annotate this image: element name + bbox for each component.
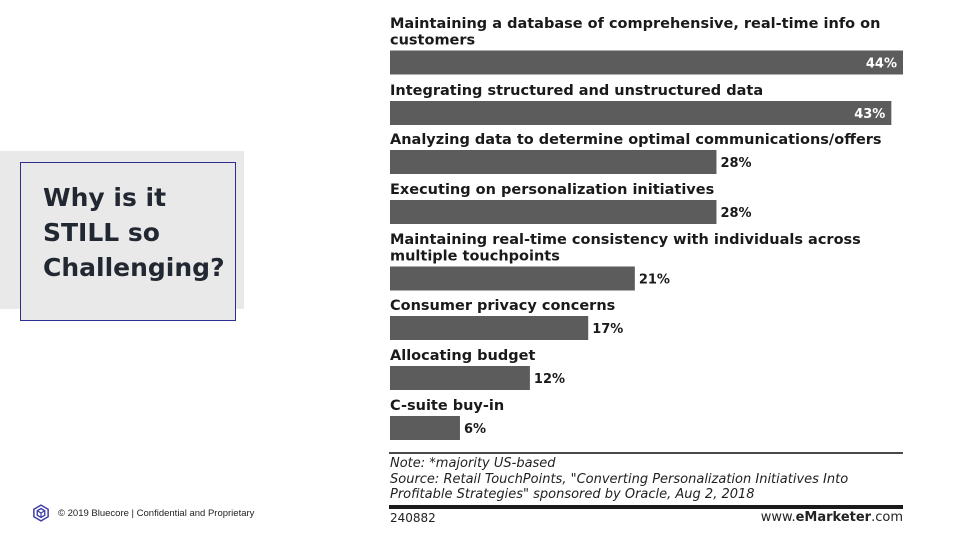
value-label: 21% (638, 272, 670, 288)
bar-chart (380, 0, 920, 450)
value-label: 6% (463, 422, 487, 437)
source-line-1: Source: Retail TouchPoints, "Converting Personalization Initiatives Into (390, 471, 849, 487)
note-line: Note: *majority US-based (390, 456, 556, 471)
chart-notes (390, 456, 905, 503)
bar (390, 416, 460, 440)
slide-title: Why is it STILL so Challenging? (43, 183, 225, 282)
value-label: 28% (720, 156, 752, 171)
chart-id: 240882 (390, 511, 436, 525)
category-label: Integrating structured and unstructured data (390, 83, 764, 99)
brand-name: eMarketer (795, 510, 872, 525)
category-label: multiple touchpoints (390, 248, 560, 265)
bar (390, 200, 716, 224)
brand-suffix: .com (871, 510, 903, 525)
value-label: 43% (854, 107, 886, 122)
value-label: 28% (720, 206, 752, 221)
bar (390, 316, 588, 340)
source-line-2: Profitable Strategies" sponsored by Oracle, Aug 2, 2018 (390, 487, 755, 502)
category-label: Allocating budget (390, 348, 536, 364)
category-label: Maintaining a database of comprehensive, real-time info on (390, 16, 881, 32)
value-label: 44% (865, 56, 897, 72)
category-label: Executing on personalization initiatives (390, 182, 715, 198)
divider-top (389, 452, 903, 454)
category-label: Analyzing data to determine optimal communications/offers (390, 132, 882, 148)
category-label: Consumer privacy concerns (390, 298, 616, 314)
bar (390, 51, 903, 75)
category-label: customers (390, 32, 476, 49)
footer (32, 502, 254, 524)
bar (390, 366, 530, 390)
value-label: 12% (533, 372, 566, 387)
bluecore-logo-icon (32, 504, 50, 522)
category-label: C-suite buy-in (390, 398, 505, 414)
bar (390, 267, 635, 291)
value-label: 17% (592, 322, 624, 337)
divider-bottom (389, 505, 903, 509)
bar (390, 150, 716, 174)
category-label: Maintaining real-time consistency with individuals across (390, 232, 861, 248)
footer-copyright: © 2019 Bluecore | Confidential and Proprietary (58, 507, 255, 519)
emarketer-brand (761, 510, 903, 525)
bar (390, 101, 891, 125)
brand-prefix: www. (760, 510, 796, 525)
